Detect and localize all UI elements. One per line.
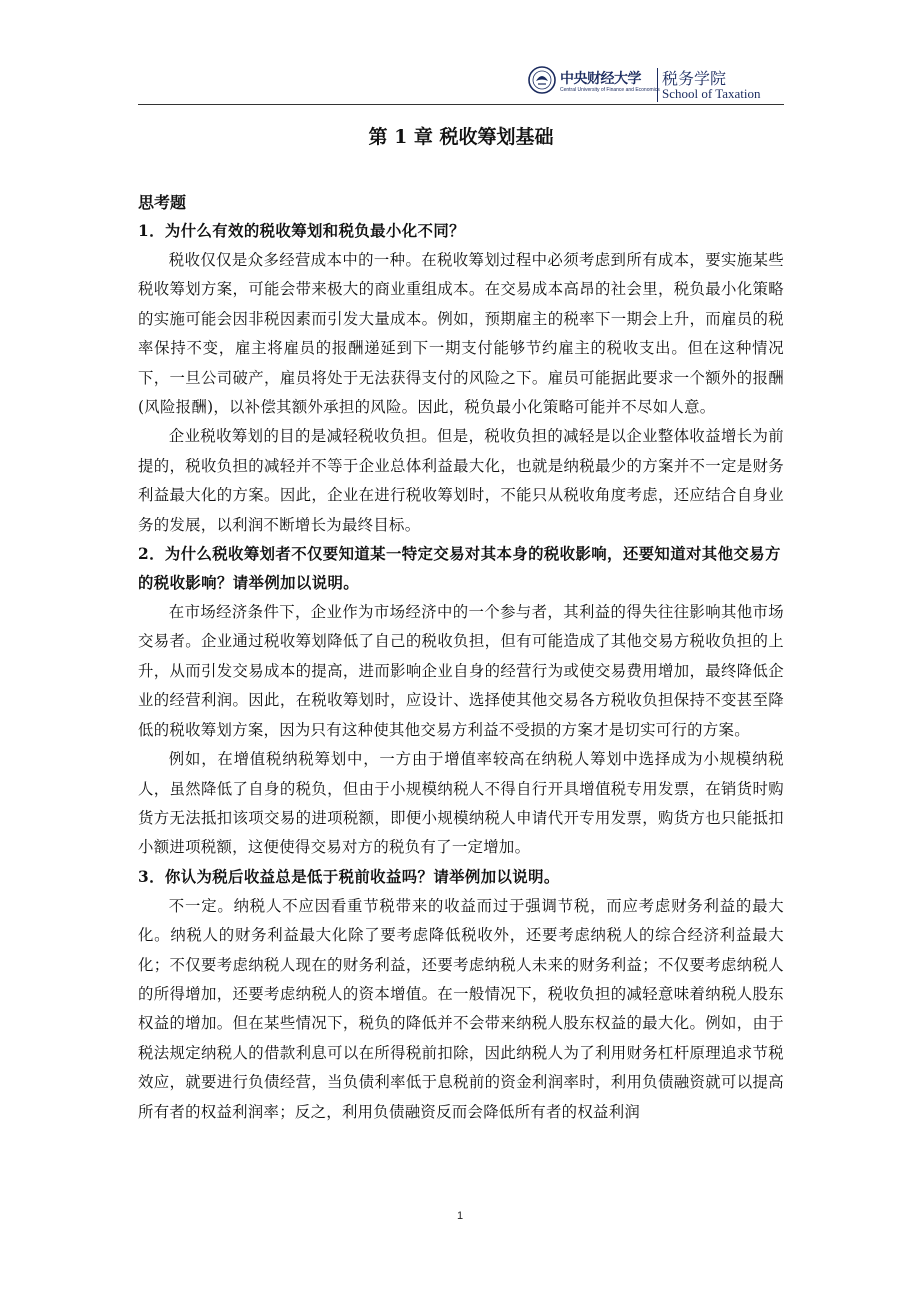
answer-paragraph: 在市场经济条件下，企业作为市场经济中的一个参与者，其利益的得失往往影响其他市场交易者。企业通过税收筹划降低了自己的税收负担，但有可能造成了其他交易方税收负担的上升，从而引发交易成本的提高，进而影响企业自身的经营行为或使交易费用增加，最终降低企业的经营利润。因此，在税收筹划时，应设计、选择使其他交易各方税收负担保持不变甚至降低的税收筹划方案，因为只有这种使其他交易方利益不受损的方案才是切实可行的方案。 [138, 603, 784, 739]
page-number: 1 [456, 1210, 464, 1222]
question-block [138, 217, 784, 540]
answer-paragraph: 不一定。纳税人不应因看重节税带来的收益而过于强调节税，而应考虑财务利益的最大化。纳税人的财务利益最大化除了要考虑降低税收外，还要考虑纳税人的综合经济利益最大化；不仅要考虑纳税人现在的财务利益，还要考虑纳税人未来的财务利益；不仅要考虑纳税人的所得增加，还要考虑纳税人的资本增值。在一般情况下，税收负担的减轻意味着纳税人股东权益的增加。但在某些情况下，税负的降低并不会带来纳税人股东权益的最大化。例如，由于税法规定纳税人的借款利息可以在所得税前扣除，因此纳税人为了利用财务杠杆原理追求节税效应，就要进行负债经营，当负债利率低于息税前的资金利润率时，利用负债融资就可以提高所有者的权益利润率；反之，利用负债融资反而会降低所有者的权益利润 [138, 896, 784, 1121]
question-block [138, 540, 784, 863]
university-seal-logo [528, 66, 556, 94]
answer-paragraph: 税收仅仅是众多经营成本中的一种。在税收筹划过程中必须考虑到所有成本，要实施某些税收筹划方案，可能会带来极大的商业重组成本。在交易成本高昂的社会里，税负最小化策略的实施可能会因非税因素而引发大量成本。例如，预期雇主的税率下一期会上升，而雇员的税率保持不变，雇主将雇员的报酬递延到下一期支付能够节约雇主的税收支出。但在这种情况下，一旦公司破产，雇员将处于无法获得支付的风险之下。雇员可能据此要求一个额外的报酬(风险报酬)，以补偿其额外承担的风险。因此，税负最小化策略可能并不尽如人意。 [138, 251, 784, 417]
header-divider [657, 68, 658, 102]
question-heading: 1．为什么有效的税收筹划和税负最小化不同？ [138, 222, 465, 240]
question-heading: 2．为什么税收筹划者不仅要知道某一特定交易对其本身的税收影响，还要知道对其他交易方的税收影响？请举例加以说明。 [138, 545, 781, 593]
section-label: 思考题 [138, 193, 187, 212]
question-heading: 3．你认为税后收益总是低于税前收益吗？请举例加以说明。 [138, 867, 560, 886]
chapter-title: 第 1 章 税收筹划基础 [368, 126, 554, 148]
header-rule [138, 104, 784, 105]
question-block [138, 863, 784, 1127]
university-name-en: Central University of Finance and Economics [560, 87, 660, 93]
answer-paragraph: 企业税收筹划的目的是减轻税收负担。但是，税收负担的减轻是以企业整体收益增长为前提的，税收负担的减轻并不等于企业总体利益最大化，也就是纳税最少的方案并不一定是财务利益最大化的方案。因此，企业在进行税收筹划时，不能只从税收角度考虑，还应结合自身业务的发展，以利润不断增长为最终目标。 [138, 427, 784, 534]
university-name-cn: 中央财经大学 [560, 71, 641, 87]
department-name-cn: 税务学院 [662, 69, 727, 88]
page-content [138, 120, 784, 1127]
answer-paragraph: 例如，在增值税纳税筹划中，一方由于增值率较高在纳税人筹划中选择成为小规模纳税人，虽然降低了自身的税负，但由于小规模纳税人不得自行开具增值税专用发票，在销货时购货方无法抵扣该项交易的进项税额，即便小规模纳税人申请代开专用发票，购货方也只能抵扣小额进项税额，这便使得交易对方的税负有了一定增加。 [138, 750, 784, 857]
department-name-en: School of Taxation [662, 86, 761, 101]
